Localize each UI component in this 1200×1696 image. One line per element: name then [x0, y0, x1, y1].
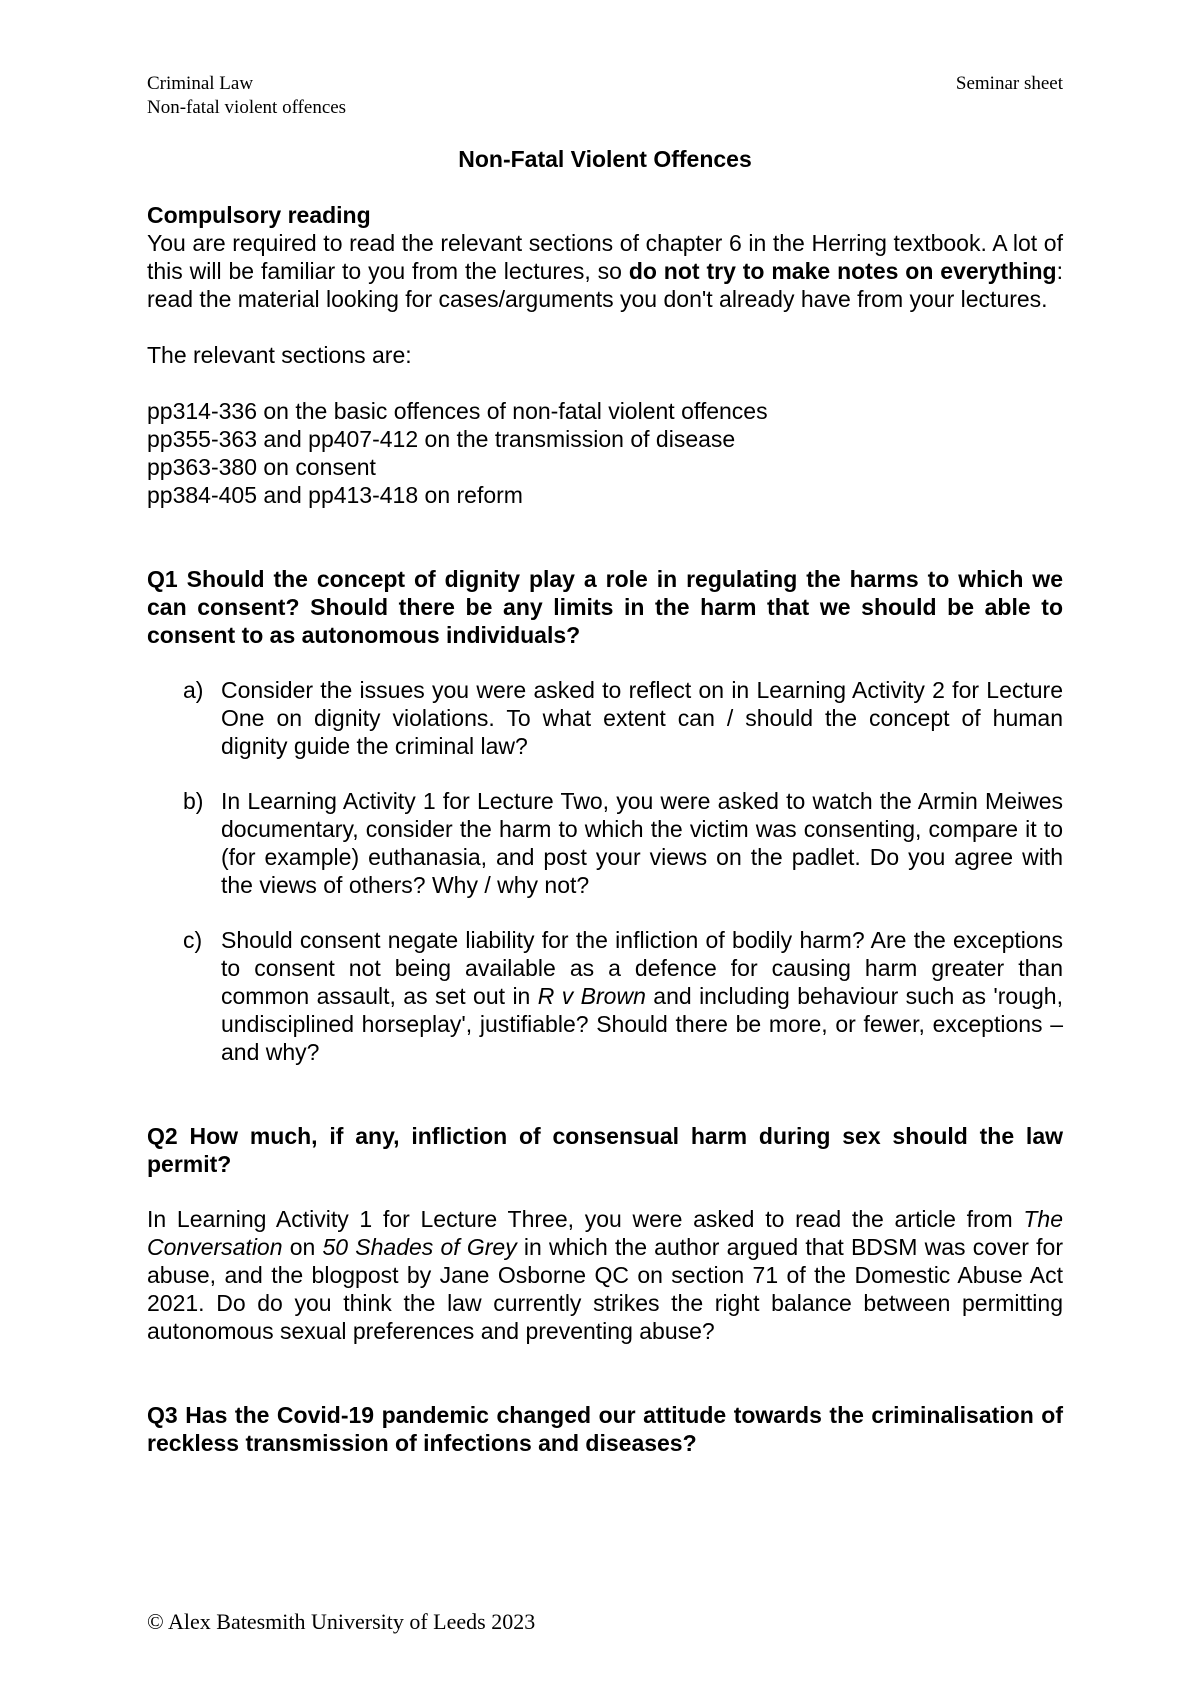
- q1-item-c-text-1: Should consent negate liability for the infliction of bodily harm? Are the exceptions to consent not being available as a defence for causing harm greater than common assault, as set out in: [221, 927, 1063, 1009]
- footer-copyright: © Alex Batesmith University of Leeds 2023: [147, 1609, 536, 1634]
- q1-item-b: [147, 787, 1063, 899]
- compulsory-emphasis: do not try to make notes on everything: [628, 258, 1057, 284]
- section-item: pp363-380 on consent: [147, 454, 376, 480]
- question-3: Q3 Has the Covid-19 pandemic changed our attitude towards the criminalisation of reckless transmission of infections and diseases?: [147, 1402, 1063, 1456]
- section-item: pp314-336 on the basic offences of non-fatal violent offences: [147, 398, 768, 424]
- book-title: 50 Shades of Grey: [322, 1234, 517, 1260]
- section-item: pp355-363 and pp407-412 on the transmission of disease: [147, 426, 736, 452]
- q1-item-a-text: Consider the issues you were asked to reflect on in Learning Activity 2 for Lecture One on dignity violations. To what extent can / should the concept of human dignity guide the criminal law?: [221, 677, 1063, 759]
- compulsory-paragraph: [147, 229, 1063, 313]
- q2-text-2: on: [282, 1234, 323, 1260]
- page-title: Non-Fatal Violent Offences: [458, 146, 752, 172]
- q1-item-b-text: In Learning Activity 1 for Lecture Two, you were asked to watch the Armin Meiwes documentary, consider the harm to which the victim was consenting, compare it to (for example) euthanasia, and post your views on the padlet. Do you agree with the views of others? Why / why not?: [221, 788, 1063, 898]
- section-item: pp384-405 and pp413-418 on reform: [147, 482, 523, 508]
- publication-name: The Conversation: [147, 1206, 1063, 1260]
- compulsory-text-2: : read the material looking for cases/arguments you don't already have from your lectures.: [147, 258, 1063, 312]
- list-marker: a): [183, 677, 204, 703]
- topic-name: Non-fatal violent offences: [147, 97, 347, 118]
- list-marker: b): [183, 788, 204, 814]
- case-name: R v Brown: [537, 983, 646, 1009]
- compulsory-text-1: You are required to read the relevant sections of chapter 6 in the Herring textbook. A lot of this will be familiar to you from the lectures, so: [147, 230, 1063, 284]
- sheet-type: Seminar sheet: [955, 73, 1063, 94]
- sections-list: [147, 397, 1063, 509]
- list-marker: c): [183, 927, 203, 953]
- question-1: Q1 Should the concept of dignity play a role in regulating the harms to which we can consent? Should there be any limits in the harm that we should be able to consent to as autonomous individuals?: [147, 566, 1063, 648]
- compulsory-heading: Compulsory reading: [147, 202, 371, 228]
- q2-paragraph: [147, 1205, 1063, 1345]
- q1-item-a: [147, 676, 1063, 760]
- header-left: [147, 72, 346, 120]
- q2-text-3: in which the author argued that BDSM was cover for abuse, and the blogpost by Jane Osborne QC on section 71 of the Domestic Abuse Act 2021. Do do you think the law currently strikes the right balance between permitting autonomous sexual preferences and preventing abuse?: [147, 1234, 1063, 1344]
- question-2: Q2 How much, if any, infliction of consensual harm during sex should the law permit?: [147, 1123, 1063, 1177]
- q1-item-c: [147, 926, 1063, 1066]
- course-name: Criminal Law: [147, 73, 254, 94]
- q2-text-1: In Learning Activity 1 for Lecture Three, you were asked to read the article from: [147, 1206, 1024, 1232]
- q1-item-c-text-2: and including behaviour such as 'rough, undisciplined horseplay', justifiable? Should there be more, or fewer, exceptions – and why?: [221, 983, 1063, 1065]
- sections-intro: The relevant sections are:: [147, 342, 412, 368]
- main-content: [147, 145, 1063, 1457]
